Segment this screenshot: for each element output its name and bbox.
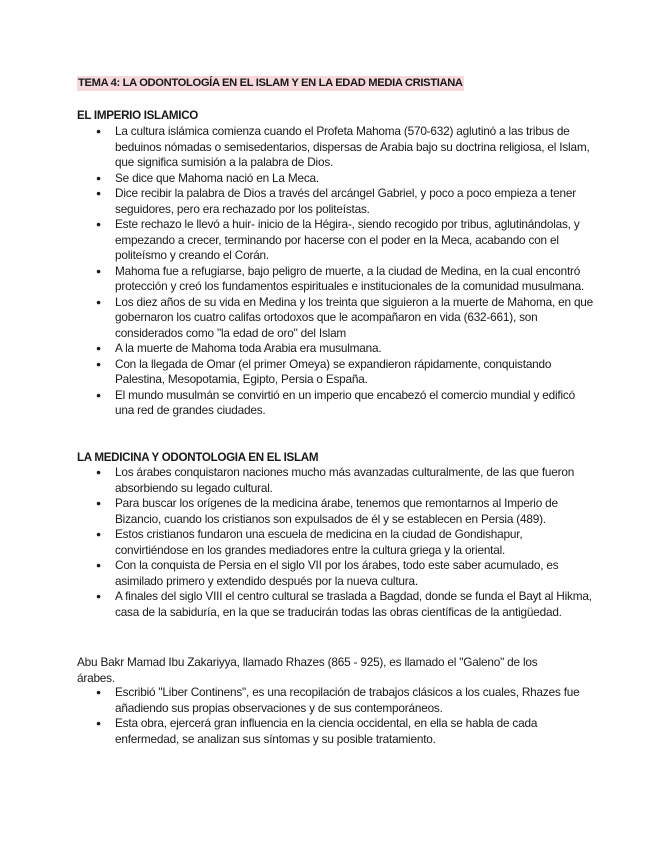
- list-item: ● Con la conquista de Persia en el siglo VII por los árabes, todo este saber acumulado, es asimilado primero y extendido después por la nueva cultura.: [77, 558, 597, 589]
- bullet-list-medicina: [77, 465, 597, 620]
- list-item: ● Con la llegada de Omar (el primer Omeya) se expandieron rápidamente, conquistando Palestina, Mesopotamia, Egipto, Persia o España.: [77, 357, 597, 388]
- rhazes-paragraph: Abu Bakr Mamad Ibu Zakariyya, llamado Rhazes (865 - 925), es llamado el "Galeno" de los árabes.: [77, 655, 538, 685]
- list-item: ● Esta obra, ejercerá gran influencia en la ciencia occidental, en ella se habla de cada enfermedad, se analizan sus síntomas y su posible tratamiento.: [77, 716, 597, 747]
- list-item: ● Para buscar los orígenes de la medicina árabe, tenemos que remontarnos al Imperio de Bizancio, cuando los cristianos son expulsados de él y se establecen en Persia (489).: [77, 496, 597, 527]
- list-item: ● Estos cristianos fundaron una escuela de medicina en la ciudad de Gondishapur, convirtiéndose en los grandes mediadores entre la cultura griega y la oriental.: [77, 527, 597, 558]
- list-item: ● Dice recibir la palabra de Dios a través del arcángel Gabriel, y poco a poco empieza a tener seguidores, pero era rechazado por los politeístas.: [77, 186, 597, 217]
- list-item: ● Los árabes conquistaron naciones mucho más avanzadas culturalmente, de las que fueron absorbiendo su legado cultural.: [77, 465, 597, 496]
- section-heading-imperio: EL IMPERIO ISLAMICO: [77, 109, 198, 122]
- list-item: ● A finales del siglo VIII el centro cultural se traslada a Bagdad, donde se funda el Bayt al Hikma, casa de la sabiduría, en la que se traducirán todas las obras científicas de la antigüedad.: [77, 589, 597, 620]
- list-item: ● Los diez años de su vida en Medina y los treinta que siguieron a la muerte de Mahoma, en que gobernaron los cuatro califas ortodoxos que le acompañaron en vida (632-661), son considerados como "la edad de oro" del Islam: [77, 295, 597, 342]
- bullet-list-imperio: [77, 124, 597, 419]
- bullet-list-rhazes: [77, 685, 597, 747]
- list-item: ● La cultura islámica comienza cuando el Profeta Mahoma (570-632) aglutinó a las tribus de beduinos nómadas o semisedentarios, dispersas de Arabia bajo su doctrina religiosa, el Islam, que significa sumisión a la palabra de Dios.: [77, 124, 597, 171]
- list-item: ● Escribió "Liber Continens", es una recopilación de trabajos clásicos a los cuales, Rhazes fue añadiendo sus propias observaciones y de sus contemporáneos.: [77, 685, 597, 716]
- list-item: ● El mundo musulmán se convirtió en un imperio que encabezó el comercio mundial y edificó una red de grandes ciudades.: [77, 388, 597, 419]
- list-item: ● Se dice que Mahoma nació en La Meca.: [77, 171, 597, 187]
- list-item: ● Este rechazo le llevó a huir- inicio de la Hégira-, siendo recogido por tribus, aglutinándolas, y empezando a crecer, terminando por hacerse con el poder en la Meca, acabando con el politeísmo y creando el Corán.: [77, 217, 597, 264]
- section-heading-medicina: LA MEDICINA Y ODONTOLOGIA EN EL ISLAM: [77, 451, 319, 464]
- list-item: ● A la muerte de Mahoma toda Arabia era musulmana.: [77, 341, 597, 357]
- document-title: TEMA 4: LA ODONTOLOGÍA EN EL ISLAM Y EN LA EDAD MEDIA CRISTIANA: [78, 77, 463, 89]
- list-item: ● Mahoma fue a refugiarse, bajo peligro de muerte, a la ciudad de Medina, en la cual encontró protección y creó los fundamentos espirituales e institucionales de la comunidad musulmana.: [77, 264, 597, 295]
